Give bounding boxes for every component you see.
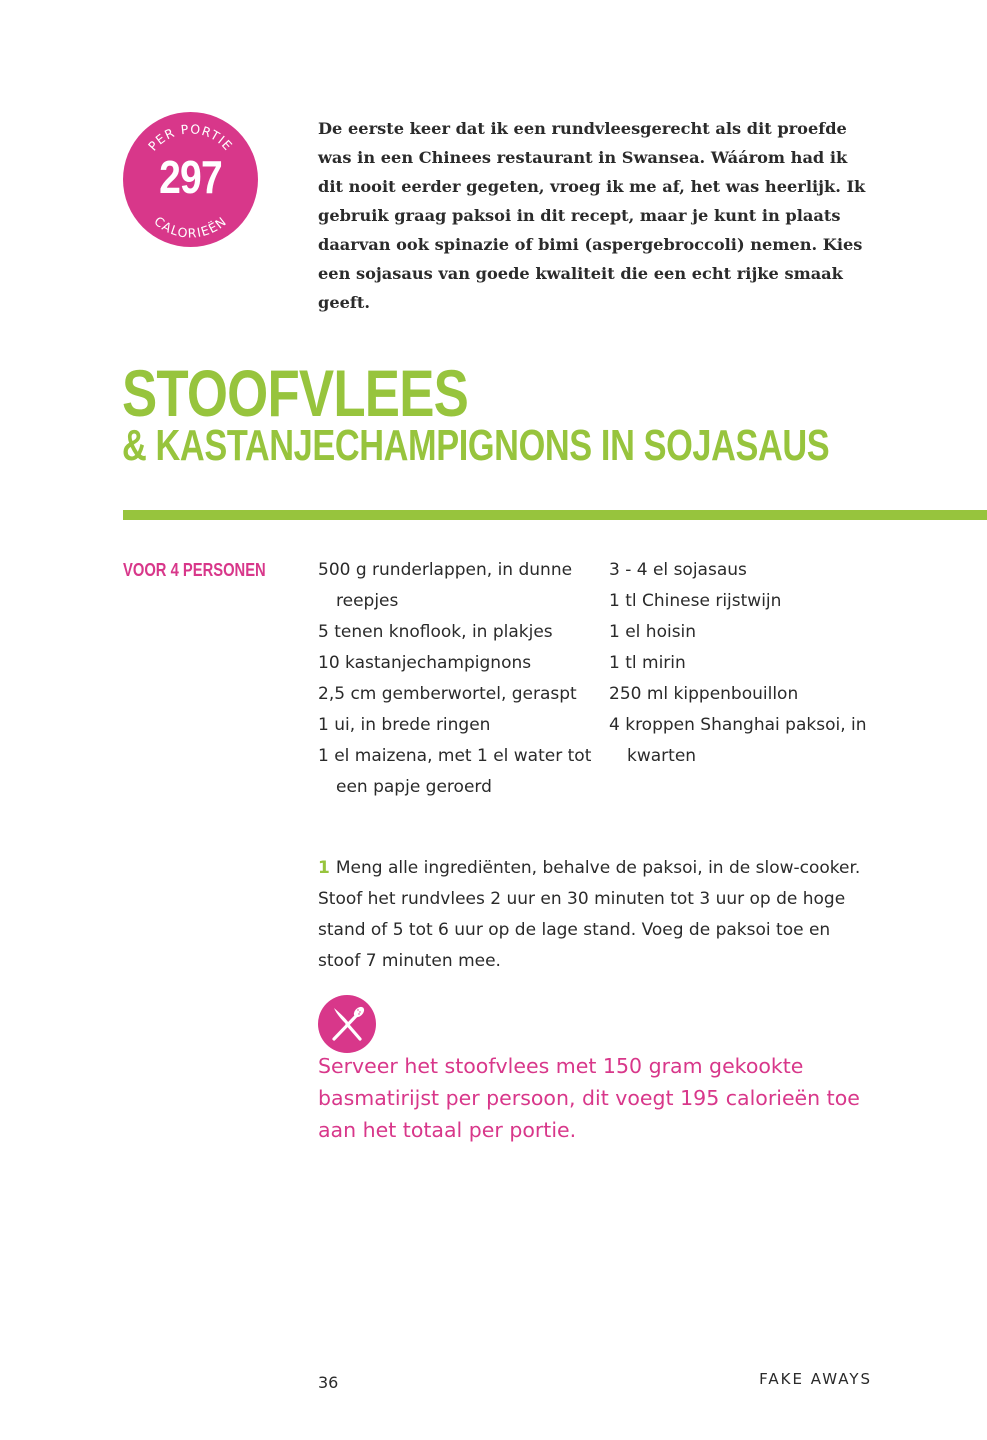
servings-label: VOOR 4 PERSONEN: [123, 560, 266, 580]
ingredient-item: 1 el hoisin: [609, 622, 697, 642]
ingredient-item: 4 kroppen Shanghai paksoi, in kwarten: [609, 715, 867, 766]
ingredient-item: 1 tl Chinese rijstwijn: [609, 591, 782, 611]
ingredient-item: 1 ui, in brede ringen: [318, 715, 491, 735]
badge-bottom-label: CALORIEËN: [151, 213, 230, 241]
ingredient-item: 500 g runderlappen, in dunne reepjes: [318, 560, 573, 611]
calorie-badge: [123, 112, 258, 247]
knife-fork-icon: [318, 995, 376, 1053]
method-step: [318, 853, 873, 977]
section-title: FAKE AWAYS: [759, 1370, 872, 1388]
ingredient-item: 10 kastanjechampignons: [318, 653, 532, 673]
ingredient-item: 5 tenen knoflook, in plakjes: [318, 622, 553, 642]
ingredient-item: 1 tl mirin: [609, 653, 686, 673]
intro-paragraph: De eerste keer dat ik een rundvleesgerecht als dit proefde was in een Chinees restaurant in Swansea. Wáárom had ik dit nooit eerder gegeten, vroeg ik me af, het was heerlijk. Ik gebruik graag paksoi in dit recept, maar je kunt in plaats daarvan ook spinazie of bimi (aspergebroccoli) nemen. Kies een sojasaus van goede kwaliteit die een echt rijke smaak geeft.: [318, 119, 866, 312]
svg-text:PER PORTIE: [145, 121, 236, 153]
page-number: 36: [318, 1373, 339, 1392]
ingredient-item: 3 - 4 el sojasaus: [609, 560, 747, 580]
recipe-title: STOOFVLEES: [122, 356, 469, 430]
ingredients-right: [609, 555, 879, 772]
ingredient-item: 2,5 cm gemberwortel, geraspt: [318, 684, 577, 704]
ingredients-left: [318, 555, 593, 803]
step-text: Meng alle ingrediënten, behalve de paksoi, in de slow-cooker. Stoof het rundvlees 2 uur en 30 minuten tot 3 uur op de hoge stand of 5 tot 6 uur op de lage stand. Voeg de paksoi toe en stoof 7 minuten mee.: [318, 858, 861, 971]
step-number: 1: [318, 858, 330, 878]
serving-tip: Serveer het stoofvlees met 150 gram gekookte basmatirijst per persoon, dit voegt 195 calorieën toe aan het totaal per portie.: [318, 1054, 860, 1142]
svg-text:CALORIEËN: [151, 213, 229, 240]
title-divider: [123, 510, 987, 520]
calorie-count: 297: [159, 151, 222, 203]
recipe-subtitle: & KASTANJECHAMPIGNONS IN SOJASAUS: [122, 421, 830, 470]
badge-top-label: PER PORTIE: [144, 121, 237, 154]
ingredient-item: 1 el maizena, met 1 el water tot een papje geroerd: [318, 746, 592, 797]
ingredient-item: 250 ml kippenbouillon: [609, 684, 799, 704]
